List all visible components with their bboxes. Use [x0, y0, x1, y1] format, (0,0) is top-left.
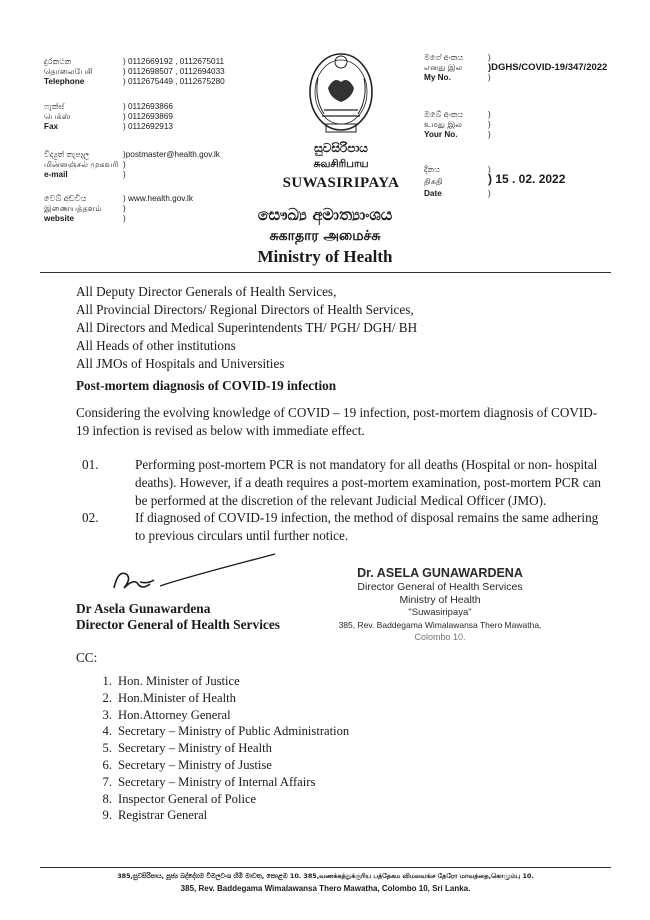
suwasiripaya-english: SUWASIRIPAYA [282, 175, 400, 191]
fax-2: ) 0112693869 [123, 112, 173, 121]
official-stamp [335, 566, 545, 643]
cc-item [94, 724, 349, 739]
recipient-line: All Provincial Directors/ Regional Directors of Health Services, [76, 302, 414, 317]
cc-item-number: 1. [102, 674, 112, 688]
cc-item-number: 5. [102, 741, 112, 756]
label-web-ta: இணையத்தளம் [44, 204, 102, 213]
cc-item-number: 9. [102, 808, 112, 823]
footer-address-english: 385, Rev. Baddegama Wimalawansa Thero Mawatha, Colombo 10, Sri Lanka. [180, 884, 471, 893]
cc-item-number: 6. [102, 758, 112, 772]
cc-item-text: Hon.Minister of Health [118, 690, 236, 705]
cc-item-text: Secretary – Ministry of Internal Affairs [118, 774, 316, 789]
cc-item-number: 7. [102, 774, 112, 789]
label-yourno-ta: உமது இல [424, 120, 463, 129]
web-3: ) [123, 214, 126, 223]
label-myno-ta: எனது இல [424, 63, 463, 72]
label-yourno-en: Your No. [424, 130, 458, 139]
point-line: be performed at the discretion of the relevant Judicial Medical Officer (JMO). [135, 493, 547, 508]
recipient-line: All JMOs of Hospitals and Universities [76, 356, 285, 371]
cc-item-text: Inspector General of Police [118, 791, 257, 806]
recipient-line: All Directors and Medical Superintendents TH/ PGH/ DGH/ BH [76, 320, 418, 335]
yourno-2: ) [488, 120, 491, 129]
ministry-sinhala: සෞඛ්‍ය අමාත්‍යාංශය [257, 205, 393, 224]
government-emblem [306, 48, 376, 140]
stamp-line: 385, Rev. Baddegama Wimalawansa Thero Mawatha, [338, 620, 542, 630]
myno-3: ) [488, 73, 491, 82]
website-value[interactable]: ) www.health.gov.lk [123, 194, 193, 203]
cc-item [94, 758, 272, 773]
recipient-line: All Deputy Director Generals of Health Services, [76, 284, 337, 299]
cc-item-text: Hon.Attorney General [118, 707, 231, 722]
stamp-line: Ministry of Health [399, 594, 481, 606]
point-line: deaths). However, if a death requires a post-mortem examination, post-mortem PCR can [135, 475, 602, 490]
cc-item [94, 708, 231, 723]
ministry-tamil: சுகாதார அமைச்சு [269, 228, 381, 244]
footer-address-local: 385,සුවසිරිපාය, පූජ්‍ය බද්දේගම විමලවංශ හිමි මාවත, කොළඹ 10. 385,வணக்கத்துக்குரிய பத்தேகம விமலவங்ச தேரோ மாவத்தை,கொழும்பு 10. [117, 872, 534, 880]
ref-your-no [424, 110, 624, 140]
point-1-text [135, 456, 615, 510]
suwasiripaya-sinhala: සුවසිරිපාය [314, 141, 368, 155]
cc-item-text: Hon. Minister of Justice [118, 674, 240, 688]
label-fax-ta: பெக்ஸ் [44, 112, 71, 121]
contact-email [44, 150, 244, 180]
letter-date: ) 15 . 02. 2022 [488, 172, 566, 186]
cc-item-number: 8. [102, 791, 112, 806]
cc-item-number: 3. [102, 707, 112, 722]
signatory-title: Director General of Health Services [76, 617, 281, 632]
contact-telephone [44, 57, 244, 87]
yourno-1: ) [488, 110, 491, 119]
fax-3: ) 0112692913 [123, 122, 173, 131]
cc-item [94, 808, 207, 823]
label-myno-en: My No. [424, 73, 451, 82]
subject-heading: Post-mortem diagnosis of COVID-19 infection [76, 378, 337, 393]
recipient-line: All Heads of other institutions [76, 338, 236, 353]
point-2-text [135, 509, 615, 545]
label-date-si: දිනය [424, 165, 441, 174]
cc-label: CC: [76, 650, 98, 665]
cc-item-text: Secretary – Ministry of Health [118, 741, 272, 756]
label-web-en: website [44, 214, 75, 223]
label-yourno-si: ඔබේ අංකය [424, 110, 464, 119]
label-fax-en: Fax [44, 122, 59, 131]
label-fax-si: ෆැක්ස් [44, 102, 65, 111]
label-phone-ta: தொலைபேசி [44, 67, 93, 76]
point-line: to previous circulars until further notice. [135, 528, 349, 543]
intro-line: Considering the evolving knowledge of COVID – 19 infection, post-mortem diagnosis of COVID- [76, 405, 598, 420]
label-email-si: විද්‍යුත් තැපෑල [44, 150, 90, 159]
email-3: ) [123, 170, 126, 179]
cc-item-number: 4. [102, 724, 112, 739]
label-web-si: වෙබ් අඩවිය [44, 194, 87, 203]
date-3: ) [488, 189, 491, 198]
phone-3: ) 0112675449 , 0112675280 [123, 77, 225, 86]
date-1: ) [488, 165, 491, 174]
stamp-line: "Suwasiripaya" [408, 607, 472, 618]
header-divider [40, 272, 611, 273]
label-date-en: Date [424, 189, 442, 198]
ministry-english: Ministry of Health [257, 247, 393, 266]
label-email-en: e-mail [44, 170, 68, 179]
ref-my-no [424, 53, 624, 83]
recipients-list [76, 283, 417, 373]
footer-divider [40, 867, 611, 868]
handwritten-signature [100, 552, 280, 604]
label-phone-si: දුරකථන [44, 57, 72, 66]
cc-item [94, 741, 272, 756]
contact-fax [44, 102, 244, 132]
myno-1: ) [488, 53, 491, 62]
yourno-3: ) [488, 130, 491, 139]
point-line: If diagnosed of COVID-19 infection, the method of disposal remains the same adhering [135, 510, 599, 525]
label-phone-en: Telephone [44, 77, 85, 86]
cc-item-text: Registrar General [118, 808, 208, 823]
email-2: ) [123, 160, 126, 169]
phone-2: ) 0112698507 , 0112694033 [123, 67, 225, 76]
cc-item [94, 674, 240, 689]
stamp-line: Colombo 10. [414, 632, 466, 642]
cc-item-text: Secretary – Ministry of Public Administration [118, 724, 350, 739]
intro-line: 19 infection is revised as below with immediate effect. [76, 423, 365, 438]
cc-item-number: 2. [102, 690, 112, 705]
cc-item [94, 792, 256, 807]
label-myno-si: මගේ අංකය [424, 53, 464, 62]
label-date-ta: திகதி [424, 177, 443, 186]
point-line: Performing post-mortem PCR is not mandatory for all deaths (Hospital or non- hospital [135, 457, 598, 472]
reference-number: )DGHS/COVID-19/347/2022 [488, 62, 608, 73]
stamp-name: Dr. ASELA GUNAWARDENA [357, 566, 523, 580]
label-email-ta: மின்னஞ்சல் முகவரி [44, 160, 119, 169]
point-number: 01. [82, 457, 99, 472]
email-value[interactable]: )postmaster@health.gov.lk [123, 150, 220, 159]
intro-paragraph [76, 404, 616, 440]
point-number: 02. [82, 510, 99, 525]
ref-date [424, 165, 624, 201]
fax-1: ) 0112693866 [123, 102, 173, 111]
cc-item [94, 775, 315, 790]
web-2: ) [123, 204, 126, 213]
cc-item-text: Secretary – Ministry of Justise [118, 758, 272, 772]
stamp-line: Director General of Health Services [357, 581, 523, 593]
signatory-name: Dr Asela Gunawardena [76, 601, 211, 616]
cc-item [94, 691, 236, 706]
suwasiripaya-tamil: சுவசிரிபாய [313, 158, 369, 170]
phone-1: ) 0112669192 , 0112675011 [123, 57, 225, 66]
